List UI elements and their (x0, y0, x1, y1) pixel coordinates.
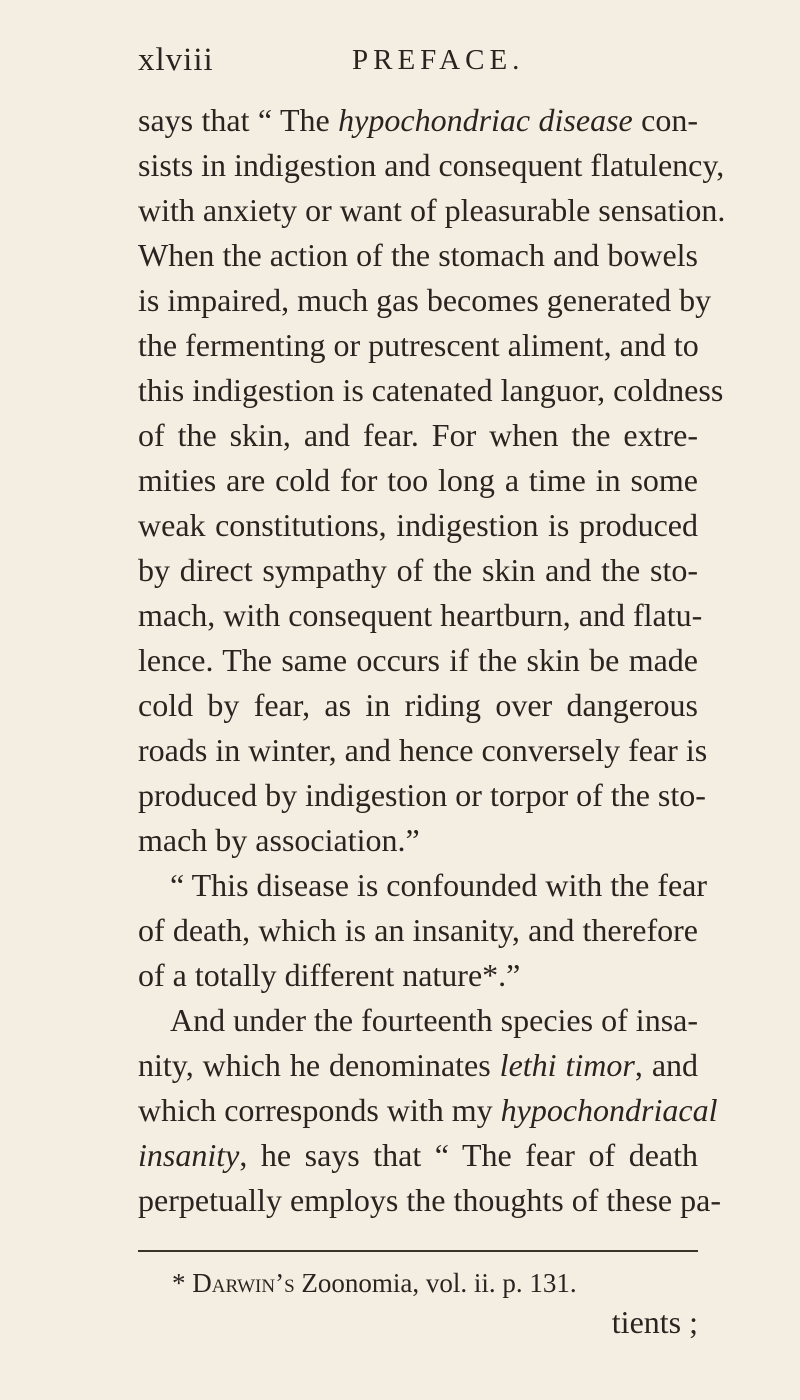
body-text (138, 98, 726, 1223)
text-run: When the action of the stomach and bowels (138, 237, 698, 273)
text-line (138, 503, 698, 548)
text-run: by direct sympathy of the skin and the sto- (138, 552, 698, 588)
text-line (138, 953, 698, 998)
text-run: is impaired, much gas becomes generated by (138, 282, 712, 318)
text-line (138, 458, 698, 503)
text-run: lence. The same occurs if the skin be made (138, 642, 698, 678)
running-head (138, 42, 680, 82)
text-run: says that “ The (138, 102, 339, 138)
text-run: cold by fear, as in riding over dangerous (138, 687, 698, 723)
text-line (138, 413, 698, 458)
text-run: roads in winter, and hence conversely fear is (138, 732, 708, 768)
footnote-citation: Zoonomia, vol. ii. p. 131. (301, 1268, 577, 1298)
text-line (138, 818, 698, 863)
text-run: of a totally different nature*.” (138, 957, 521, 993)
text-line (138, 188, 726, 233)
italic-text: hypochondriacal (500, 1092, 718, 1128)
text-run: sists in indigestion and consequent flatulency, (138, 147, 725, 183)
text-line (138, 143, 725, 188)
text-run: of the skin, and fear. For when the extre- (138, 417, 698, 453)
text-run: weak constitutions, indigestion is produced (138, 507, 698, 543)
text-run: produced by indigestion or torpor of the sto- (138, 777, 706, 813)
footnote (172, 1268, 577, 1299)
text-run: of death, which is an insanity, and therefore (138, 912, 698, 948)
text-run: nity, which he denominates (138, 1047, 500, 1083)
text-run: perpetually employs the thoughts of these pa- (138, 1182, 721, 1218)
text-run: which corresponds with my (138, 1092, 501, 1128)
italic-text: hypochondriac disease (338, 102, 633, 138)
text-line (138, 1088, 718, 1133)
text-line (138, 773, 706, 818)
text-run: with anxiety or want of pleasurable sensation. (138, 192, 726, 228)
italic-text: lethi timor (499, 1047, 635, 1083)
text-run: mach, with consequent heartburn, and flatu- (138, 597, 703, 633)
text-run: this indigestion is catenated languor, coldness (138, 372, 724, 408)
text-line (138, 593, 703, 638)
footnote-author: Darwin’s (192, 1268, 295, 1298)
text-run: , he says that “ The fear of death (239, 1137, 698, 1173)
footnote-rule (138, 1250, 698, 1252)
text-run: con- (632, 102, 699, 138)
text-line (138, 683, 698, 728)
text-line (138, 1043, 698, 1088)
page-number: xlviii (138, 42, 214, 78)
text-line (138, 998, 698, 1043)
section-title: PREFACE. (352, 44, 525, 76)
catchword: tients ; (611, 1304, 698, 1340)
text-line (138, 638, 698, 683)
text-line (138, 863, 708, 908)
text-line (138, 908, 698, 953)
text-line (138, 368, 724, 413)
text-line (138, 548, 698, 593)
text-line (138, 278, 712, 323)
text-run: the fermenting or putrescent aliment, and to (138, 327, 699, 363)
text-line (138, 98, 698, 143)
text-line (138, 323, 698, 368)
text-run: And under the fourteenth species of insa- (170, 1002, 698, 1038)
text-run: , and (634, 1047, 699, 1083)
text-run: mities are cold for too long a time in some (138, 462, 698, 498)
text-run: “ This disease is confounded with the fear (170, 867, 708, 903)
footnote-marker: * (172, 1268, 186, 1298)
text-line (138, 233, 698, 278)
text-line (138, 728, 708, 773)
text-line (138, 1133, 698, 1178)
text-line (138, 1178, 721, 1223)
italic-text: insanity (138, 1137, 240, 1173)
text-run: mach by association.” (138, 822, 420, 858)
